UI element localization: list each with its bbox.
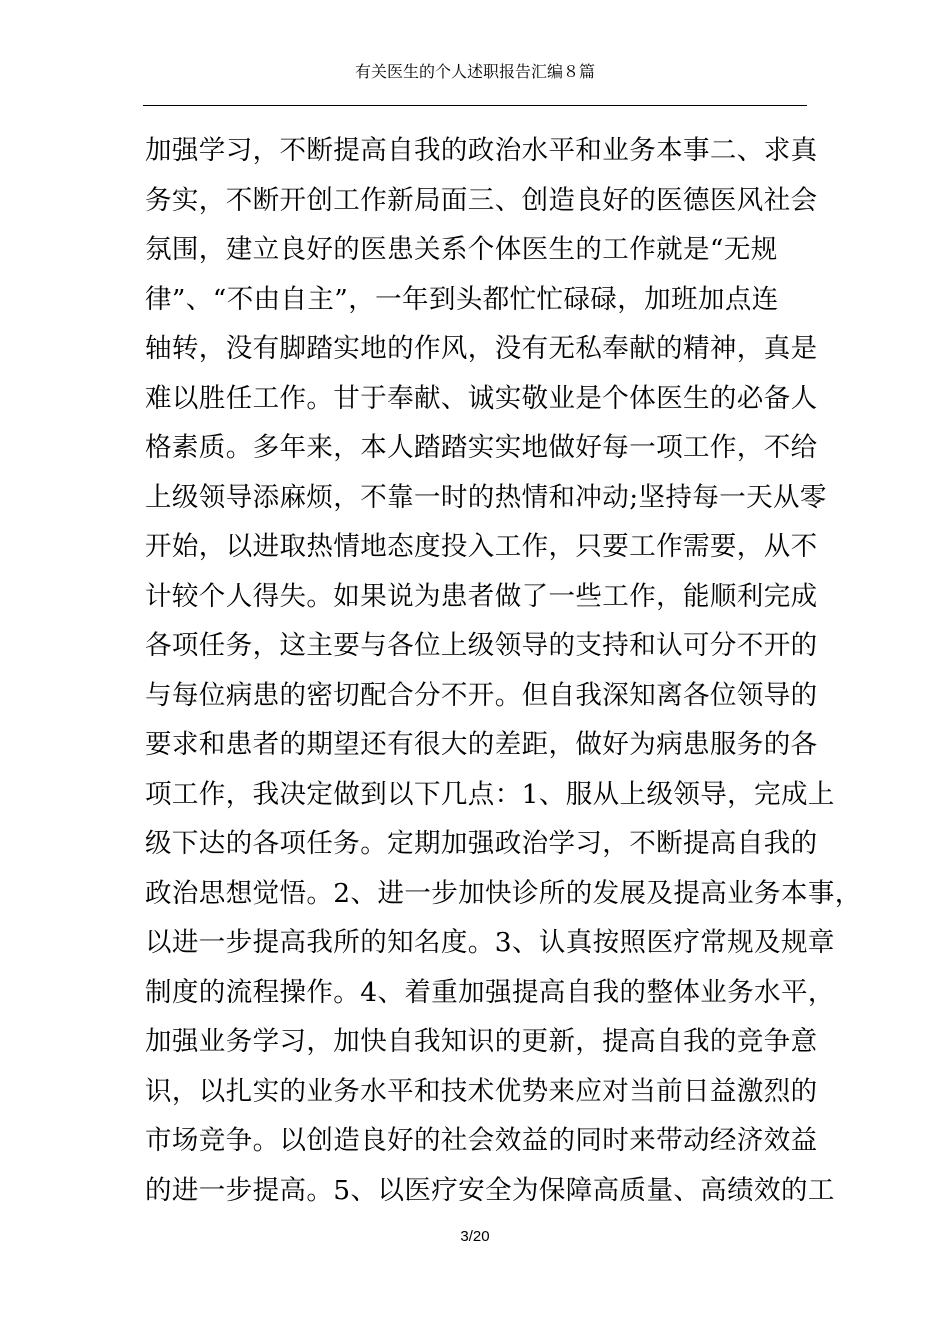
text-line: 务实，不断开创工作新局面三、创造良好的医德医风社会 <box>145 184 818 216</box>
text-line: 各项任务，这主要与各位上级领导的支持和认可分不开的 <box>145 630 818 661</box>
text-line: 市场竞争。以创造良好的社会效益的同时来带动经济效益 <box>145 1125 818 1156</box>
body-text <box>145 126 862 1215</box>
text-line: 格素质。多年来，本人踏踏实实地做好每一项工作，不给 <box>145 432 818 463</box>
page-header-title: 有关医生的个人述职报告汇编８篇 <box>354 62 595 81</box>
text-line: 与每位病患的密切配合分不开。但自我深知离各位领导的 <box>145 679 818 711</box>
text-line: 级下达的各项任务。定期加强政治学习，不断提高自我的 <box>145 828 818 859</box>
text-line: 计较个人得失。如果说为患者做了一些工作，能顺利完成 <box>145 580 818 612</box>
text-line: 识，以扎实的业务水平和技术优势来应对当前日益激烈的 <box>145 1075 818 1107</box>
text-line: 开始，以进取热情地态度投入工作，只要工作需要，从不 <box>145 531 818 562</box>
text-line: 要求和患者的期望还有很大的差距，做好为病患服务的各 <box>145 729 818 760</box>
text-line: 的进一步提高。5、以医疗安全为保障高质量、高绩效的工 <box>145 1174 835 1206</box>
text-line: 项工作，我决定做到以下几点：1、服从上级领导，完成上 <box>145 778 835 810</box>
text-line: 加强学习，不断提高自我的政治水平和业务本事二、求真 <box>145 135 818 166</box>
text-line: 轴转，没有脚踏实地的作风，没有无私奉献的精神，真是 <box>145 333 818 364</box>
text-line: 氛围，建立良好的医患关系个体医生的工作就是“无规 <box>145 234 778 265</box>
text-line: 加强业务学习，加快自我知识的更新，提高自我的竞争意 <box>145 1026 818 1057</box>
text-line: 难以胜任工作。甘于奉献、诚实敬业是个体医生的必备人 <box>145 382 818 414</box>
text-line: 律”、“不由自主”，一年到头都忙忙碌碌，加班加点连 <box>145 283 779 315</box>
text-line: 上级领导添麻烦，不靠一时的热情和冲动;坚持每一天从零 <box>145 481 827 513</box>
text-line: 以进一步提高我所的知名度。3、认真按照医疗常规及规章 <box>145 927 835 958</box>
text-line: 制度的流程操作。4、着重加强提高自我的整体业务水平， <box>145 976 835 1008</box>
header-divider <box>143 105 807 106</box>
page-number: 3/20 <box>460 1228 490 1245</box>
text-line: 政治思想觉悟。2、进一步加快诊所的发展及提高业务本事， <box>145 877 862 909</box>
